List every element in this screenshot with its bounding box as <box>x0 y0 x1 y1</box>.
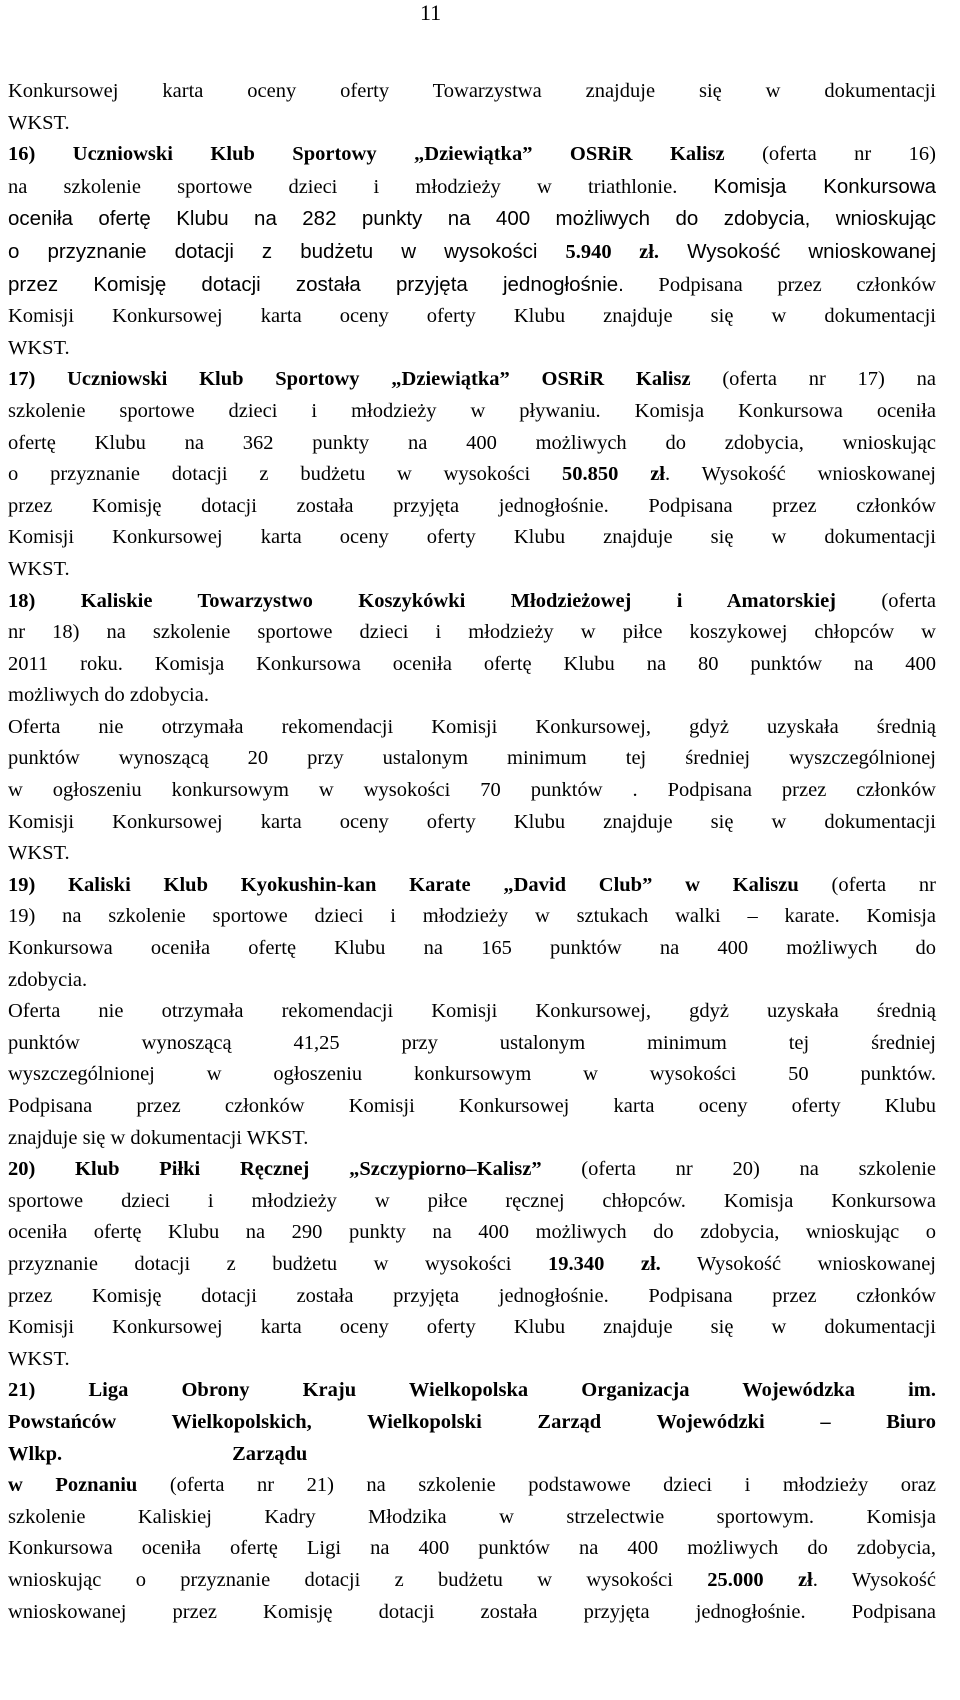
text-line <box>8 236 936 269</box>
text-run: w ogłoszeniu konkursowym w wysokości 70 punktów . Podpisana przez członków <box>8 779 936 802</box>
text-line <box>8 901 936 933</box>
text-line <box>8 1312 936 1344</box>
text-line <box>8 1028 936 1060</box>
text-run: (oferta nr 17) na <box>690 368 936 391</box>
text-run: 2011 roku. Komisja Konkursowa oceniła ofertę Klubu na 80 punktów na 400 <box>8 652 936 675</box>
text-line <box>8 1091 936 1123</box>
text-run: 19) na szkolenie sportowe dzieci i młodzieży w sztukach walki – karate. Komisja <box>8 905 936 928</box>
text-run: Konkursowa oceniła ofertę Ligi na 400 punktów na 400 możliwych do zdobycia, <box>8 1537 936 1560</box>
text-line <box>8 1344 936 1376</box>
text-run: przyznanie dotacji z budżetu w wysokości <box>8 1252 548 1275</box>
text-run: WKST. <box>8 1347 70 1370</box>
bold-text: 5.940 zł. <box>565 240 660 263</box>
text-line <box>8 870 936 902</box>
text-run: oceniła ofertę Klubu na 282 punkty na 400 możliwych do zdobycia, wnioskując <box>8 207 936 231</box>
text-run: . Wysokość <box>812 1568 936 1591</box>
text-line <box>8 807 936 839</box>
page-number: 11 <box>420 0 442 25</box>
text-run: (oferta nr <box>798 873 937 896</box>
text-run: na szkolenie sportowe dzieci i młodzieży w triathlonie. <box>8 175 714 198</box>
text-line <box>8 775 936 807</box>
text-run: Podpisana przez członków <box>623 273 937 296</box>
text-run: Konkursowa oceniła ofertę Klubu na 165 punktów na 400 możliwych do <box>8 937 936 960</box>
text-line <box>8 459 936 491</box>
bold-text: 21) Liga Obrony Kraju Wielkopolska Organizacja Wojewódzka im. <box>8 1379 936 1402</box>
text-line <box>8 838 936 870</box>
document-body <box>8 76 936 1628</box>
text-run: (oferta nr 16) <box>724 143 936 166</box>
text-line <box>8 965 936 997</box>
text-run: zdobycia. <box>8 968 88 991</box>
bold-text: 25.000 zł <box>707 1568 813 1591</box>
text-run: wyszczególnionej w ogłoszeniu konkursowym w wysokości 50 punktów. <box>8 1063 936 1086</box>
text-run: szkolenie sportowe dzieci i młodzieży w pływaniu. <box>8 399 635 422</box>
text-run: Komisja Konkursowa oceniła <box>634 399 937 422</box>
text-run: sportowe dzieci i młodzieży w piłce ręcznej chłopców. Komisja Konkursowa <box>8 1189 936 1212</box>
text-run: Komisji Konkursowej karta oceny oferty Klubu znajduje się w dokumentacji <box>8 810 936 833</box>
text-run: Wysokość wnioskowanej <box>660 1252 937 1275</box>
bold-text: 50.850 zł <box>562 463 666 486</box>
text-run: Wysokość wnioskowanej <box>659 239 936 263</box>
text-run: przez Komisję dotacji została przyjęta jednogłośnie. Podpisana przez członków <box>8 494 936 517</box>
text-line <box>8 76 936 108</box>
text-line <box>8 428 936 460</box>
text-run: Komisji Konkursowej karta oceny oferty Klubu znajduje się w dokumentacji <box>8 305 936 328</box>
bold-text: Wlkp. <box>8 1442 63 1465</box>
text-line <box>8 649 936 681</box>
text-run: ofertę Klubu na 362 punkty na 400 możliwych do zdobycia, wnioskując <box>8 431 936 454</box>
text-line <box>8 1533 936 1565</box>
text-line <box>8 617 936 649</box>
text-line <box>8 301 936 333</box>
text-run: nr 18) na szkolenie sportowe dzieci i młodzieży w piłce koszykowej chłopców w <box>8 621 936 644</box>
text-run: oceniła ofertę Klubu na 290 punkty na 400 możliwych do zdobycia, wnioskując o <box>8 1221 936 1244</box>
text-run: przez Komisję dotacji została przyjęta jednogłośnie. <box>8 272 624 296</box>
bold-text: 17) Uczniowski Klub Sportowy „Dziewiątka” OSRiR Kalisz <box>8 368 691 391</box>
text-run: wnioskując o przyznanie dotacji z budżetu w wysokości <box>8 1568 708 1591</box>
text-line <box>8 1470 936 1502</box>
text-line <box>8 1281 936 1313</box>
bold-text: w Poznaniu <box>8 1474 138 1497</box>
text-run: Oferta nie otrzymała rekomendacji Komisji Konkursowej, gdyż uzyskała średnią <box>8 715 936 738</box>
text-run: Komisja Konkursowa <box>713 174 936 198</box>
text-line <box>8 333 936 365</box>
text-run: możliwych do zdobycia. <box>8 684 209 707</box>
text-line <box>8 171 936 204</box>
text-line <box>8 491 936 523</box>
text-run: o przyznanie dotacji z budżetu w wysokości <box>8 463 563 486</box>
text-line <box>8 269 936 302</box>
bold-text: Powstańców Wielkopolskich, Wielkopolski Zarząd Wojewódzki – Biuro <box>8 1410 936 1433</box>
text-line <box>8 203 936 236</box>
text-line <box>8 1217 936 1249</box>
text-line <box>8 586 936 618</box>
text-run: o przyznanie dotacji z budżetu w wysokości <box>8 239 566 263</box>
text-line <box>8 712 936 744</box>
text-run: Komisji Konkursowej karta oceny oferty Klubu znajduje się w dokumentacji <box>8 1316 936 1339</box>
text-run: Komisji Konkursowej karta oceny oferty Klubu znajduje się w dokumentacji <box>8 526 936 549</box>
text-line <box>8 139 936 171</box>
text-line <box>8 1565 936 1597</box>
text-line <box>8 1502 936 1534</box>
text-line <box>8 396 936 428</box>
text-line <box>8 108 936 140</box>
text-run: (oferta <box>836 589 937 612</box>
text-run: Podpisana przez członków Komisji Konkursowej karta oceny oferty Klubu <box>8 1095 936 1117</box>
text-run: WKST. <box>8 336 70 359</box>
text-run: Oferta nie otrzymała rekomendacji Komisji Konkursowej, gdyż uzyskała średnią <box>8 1000 936 1023</box>
bold-text: 19.340 zł. <box>548 1252 661 1275</box>
bold-text: Zarządu <box>232 1442 308 1465</box>
text-run: . Wysokość wnioskowanej <box>665 463 936 486</box>
text-line <box>8 364 936 396</box>
text-run: wnioskowanej przez Komisję dotacji została przyjęta jednogłośnie. Podpisana <box>8 1600 936 1623</box>
text-run: (oferta nr 21) na szkolenie podstawowe dzieci i młodzieży oraz <box>137 1474 937 1497</box>
text-line <box>8 1439 936 1471</box>
text-run: szkolenie Kaliskiej Kadry Młodzika w strzelectwie sportowym. Komisja <box>8 1505 936 1528</box>
text-line <box>8 1407 936 1439</box>
bold-text: 16) Uczniowski Klub Sportowy „Dziewiątka” OSRiR Kalisz <box>8 143 725 166</box>
text-line <box>8 680 936 712</box>
text-line <box>8 743 936 775</box>
text-line <box>8 554 936 586</box>
text-run: przez Komisję dotacji została przyjęta jednogłośnie. Podpisana przez członków <box>8 1284 936 1307</box>
text-run: WKST. <box>8 557 70 580</box>
text-run: punktów wynoszącą 20 przy ustalonym minimum tej średniej wyszczególnionej <box>8 747 936 770</box>
bold-text: 20) Klub Piłki Ręcznej „Szczypiorno–Kalisz” <box>8 1158 542 1181</box>
text-run: WKST. <box>8 111 70 134</box>
text-run: (oferta nr 20) na szkolenie <box>541 1158 936 1181</box>
text-run: znajduje się w dokumentacji WKST. <box>8 1126 309 1149</box>
bold-text: 19) Kaliski Klub Kyokushin-kan Karate „David Club” w Kaliszu <box>8 873 799 896</box>
text-line <box>8 1249 936 1281</box>
text-run: punktów wynoszącą 41,25 przy ustalonym minimum tej średniej <box>8 1031 936 1054</box>
text-line <box>8 1597 936 1629</box>
text-line <box>8 1059 936 1091</box>
text-line <box>8 1186 936 1218</box>
bold-text: 18) Kaliskie Towarzystwo Koszykówki Młodzieżowej i Amatorskiej <box>8 589 836 612</box>
text-line <box>8 1123 936 1155</box>
text-run: Konkursowej karta oceny oferty Towarzystwa znajduje się w dokumentacji <box>8 80 936 102</box>
text-line <box>8 522 936 554</box>
text-line <box>8 996 936 1028</box>
text-line <box>8 933 936 965</box>
text-run: WKST. <box>8 842 70 865</box>
text-line <box>8 1375 936 1407</box>
text-line <box>8 1154 936 1186</box>
